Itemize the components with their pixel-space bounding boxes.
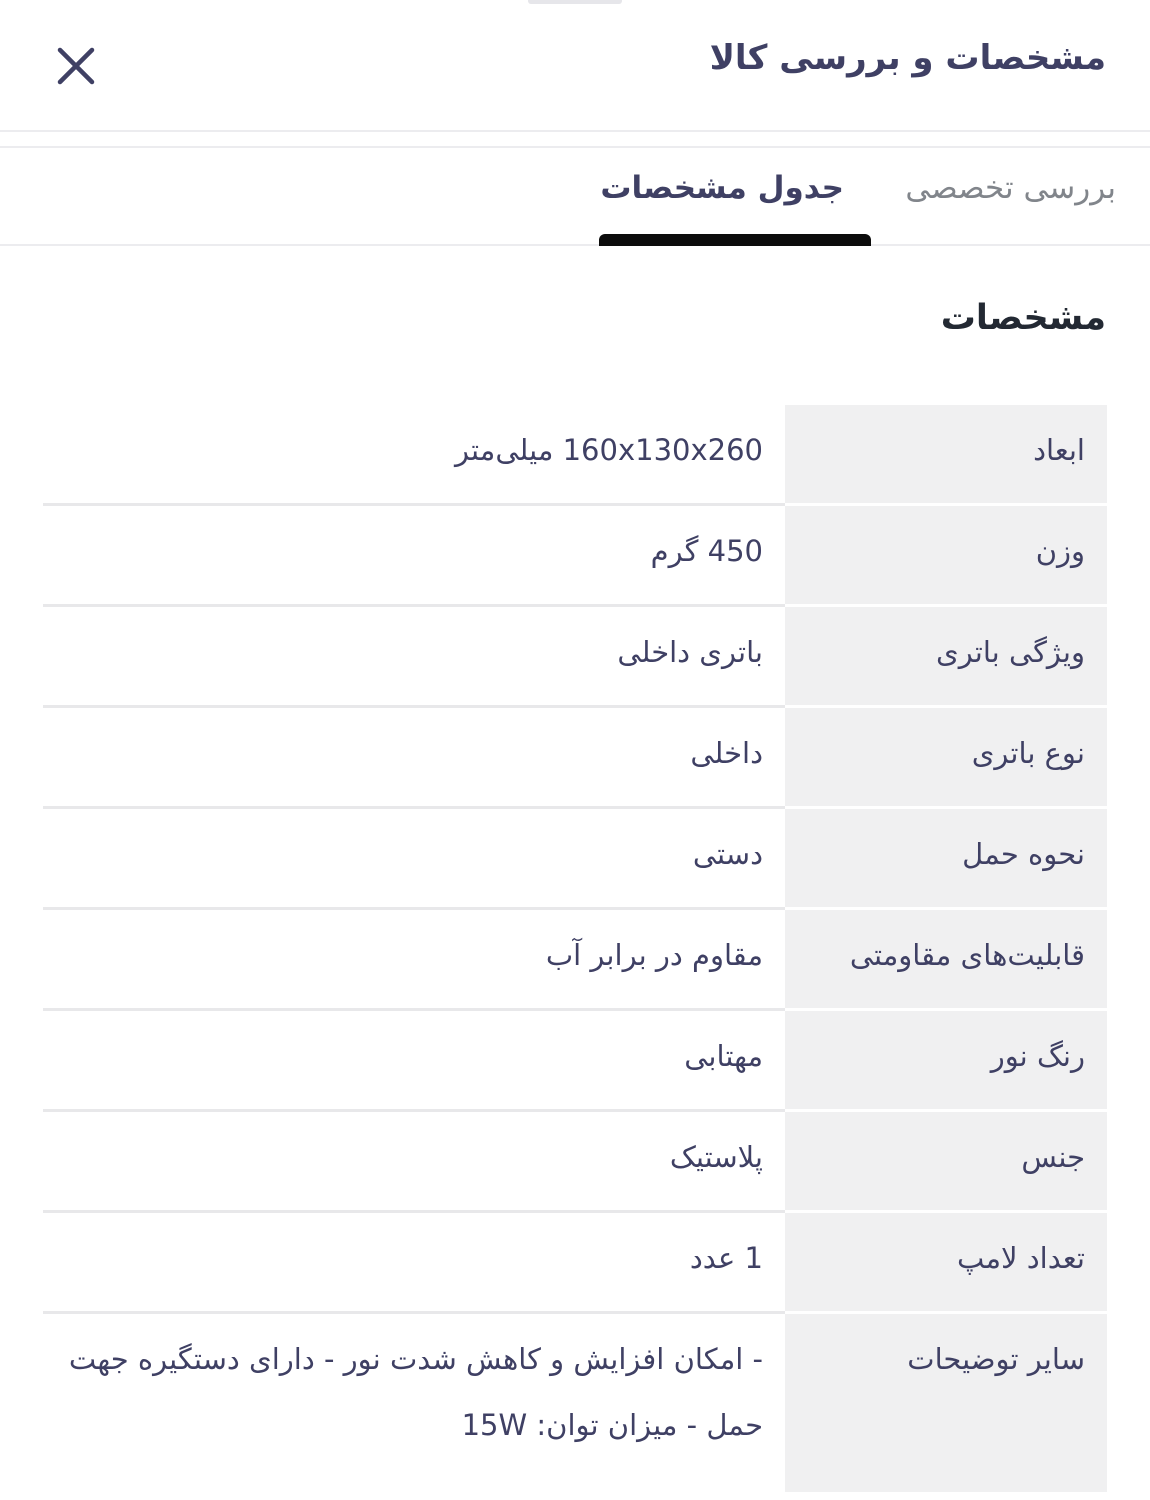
sheet-header xyxy=(0,0,1150,132)
spec-key: قابلیت‌های مقاومتی xyxy=(785,910,1107,1011)
spec-row xyxy=(43,1314,1107,1492)
spec-key: ویژگی باتری xyxy=(785,607,1107,708)
spec-row xyxy=(43,708,1107,809)
spec-value: مقاوم در برابر آب xyxy=(43,910,785,1011)
spec-row xyxy=(43,506,1107,607)
tab-spec-table[interactable]: جدول مشخصات xyxy=(600,170,844,206)
spec-row xyxy=(43,1112,1107,1213)
spec-key: نوع باتری xyxy=(785,708,1107,809)
spec-row xyxy=(43,910,1107,1011)
spec-row xyxy=(43,607,1107,708)
close-button[interactable] xyxy=(48,38,104,94)
spec-row xyxy=(43,1213,1107,1314)
spec-value: 1 عدد xyxy=(43,1213,785,1314)
spec-key: وزن xyxy=(785,506,1107,607)
spec-key: جنس xyxy=(785,1112,1107,1213)
tab-expert-review[interactable]: بررسی تخصصی xyxy=(905,170,1116,206)
spec-key: رنگ نور xyxy=(785,1011,1107,1112)
sheet-title: مشخصات و بررسی کالا xyxy=(709,38,1106,78)
spec-key: ابعاد xyxy=(785,405,1107,506)
section-title: مشخصات xyxy=(940,298,1106,338)
spec-value: 450 گرم xyxy=(43,506,785,607)
spec-value: باتری داخلی xyxy=(43,607,785,708)
spec-table xyxy=(43,405,1107,1492)
spec-row xyxy=(43,809,1107,910)
spec-value: 160x130x260 میلی‌متر xyxy=(43,405,785,506)
spec-value: مهتابی xyxy=(43,1011,785,1112)
spec-value: پلاستیک xyxy=(43,1112,785,1213)
spec-value: دستی xyxy=(43,809,785,910)
active-tab-indicator xyxy=(599,234,871,246)
spec-key: تعداد لامپ xyxy=(785,1213,1107,1314)
spec-row xyxy=(43,405,1107,506)
spec-value: - امکان افزایش و کاهش شدت نور - دارای دستگیره جهت حمل - میزان توان: 15W xyxy=(68,1342,763,1442)
tab-bar xyxy=(0,146,1150,246)
spec-row xyxy=(43,1011,1107,1112)
spec-key: سایر توضیحات xyxy=(785,1314,1107,1492)
close-icon xyxy=(57,47,95,85)
spec-key: نحوه حمل xyxy=(785,809,1107,910)
spec-value: داخلی xyxy=(43,708,785,809)
